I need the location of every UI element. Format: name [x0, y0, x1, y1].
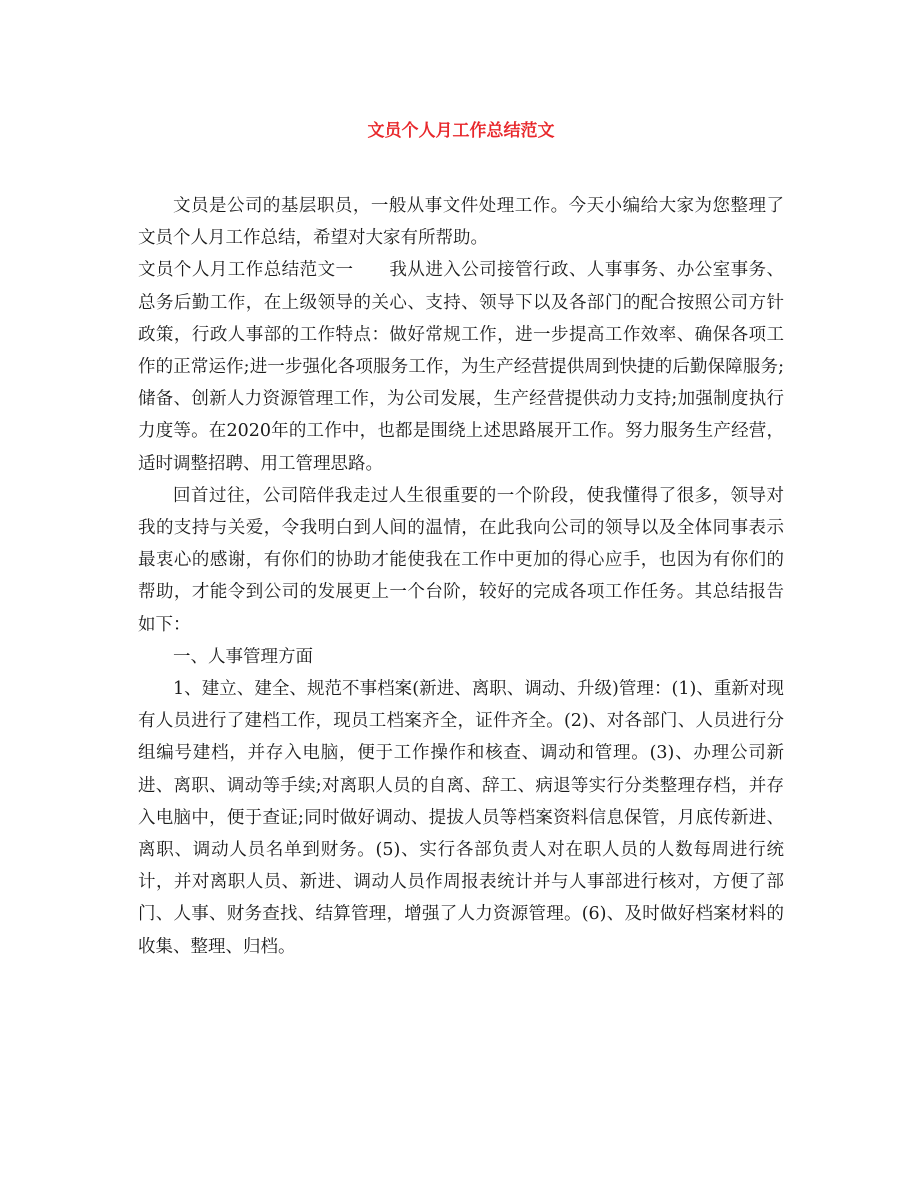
paragraph-sample-one: 文员个人月工作总结范文一 我从进入公司接管行政、人事事务、办公室事务、总务后勤工作，在上级领导的关心、支持、领导下以及各部门的配合按照公司方针政策，行政人事部的工作特点：做好常规工作，进一步提高工作效率、确保各项工作的正常运作;进一步强化各项服务工作，为生产经营提供周到快捷的后勤保障服务;储备、创新人力资源管理工作，为公司发展，生产经营提供动力支持;加强制度执行力度等。在2020年的工作中，也都是围绕上述思路展开工作。努力服务生产经营，适时调整招聘、用工管理思路。: [138, 260, 784, 474]
section-heading-personnel: 一、人事管理方面: [173, 646, 313, 667]
paragraph-personnel-files: 1、建立、建全、规范不事档案(新进、离职、调动、升级)管理：(1)、重新对现有人员进行了建档工作，现员工档案齐全，证件齐全。(2)、对各部门、人员进行分组编号建档，并存入电脑，便于工作操作和核查、调动和管理。(3)、办理公司新进、离职、调动等手续;对离职人员的自离、辞工、病退等实行分类整理存档，并存入电脑中，便于查证;同时做好调动、提拔人员等档案资料信息保管，月底传新进、离职、调动人员名单到财务。(5)、实行各部负责人对在职人员的人数每周进行统计，并对离职人员、新进、调动人员作周报表统计并与人事部进行核对，方便了部门、人事、财务查找、结算管理，增强了人力资源管理。(6)、及时做好档案材料的收集、整理、归档。: [138, 679, 784, 957]
paragraph-retrospective: 回首过往，公司陪伴我走过人生很重要的一个阶段，使我懂得了很多，领导对我的支持与关爱，令我明白到人间的温情，在此我向公司的领导以及全体同事表示最衷心的感谢，有你们的协助才能使我在工作中更加的得心应手，也因为有你们的帮助，才能令到公司的发展更上一个台阶，较好的完成各项工作任务。其总结报告如下：: [138, 485, 784, 635]
paragraph-intro: 文员是公司的基层职员，一般从事文件处理工作。今天小编给大家为您整理了文员个人月工作总结，希望对大家有所帮助。: [138, 196, 784, 249]
document-page: [138, 118, 784, 963]
document-title: 文员个人月工作总结范文: [367, 121, 555, 141]
